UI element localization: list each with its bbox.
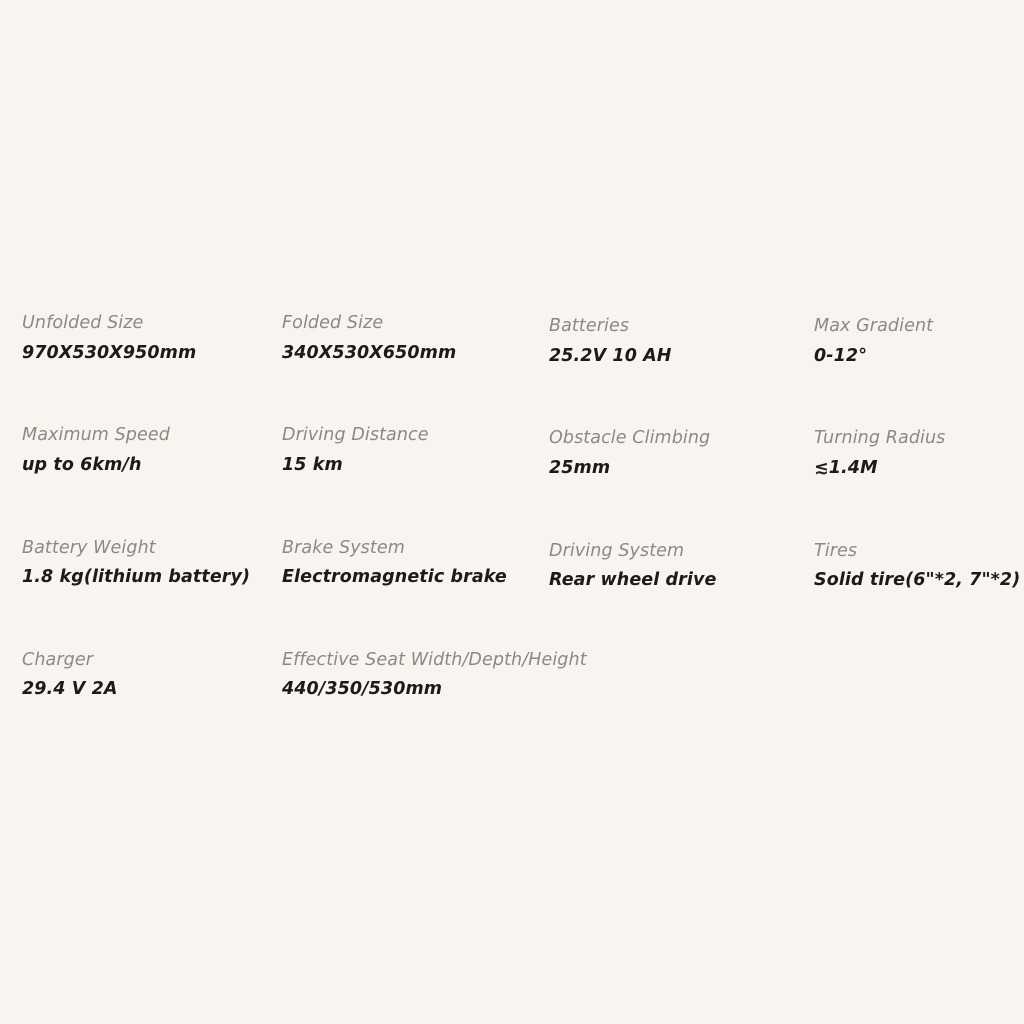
spec-label: Effective Seat Width/Depth/Height bbox=[282, 649, 587, 670]
spec-label: Charger bbox=[22, 649, 93, 670]
spec-item-batteries bbox=[549, 312, 814, 368]
spec-value: Electromagnetic brake bbox=[282, 567, 507, 588]
spec-item-obstacle-climbing bbox=[549, 424, 814, 480]
spec-item-turning-radius bbox=[814, 424, 1012, 480]
spec-label: Obstacle Climbing bbox=[549, 428, 711, 449]
spec-label: Max Gradient bbox=[814, 316, 934, 336]
spec-label: Unfolded Size bbox=[22, 313, 144, 333]
spec-label: Brake System bbox=[282, 537, 405, 558]
spec-value: 340X530X650mm bbox=[282, 342, 457, 363]
spec-item-battery-weight bbox=[22, 537, 282, 593]
spec-value: 25mm bbox=[549, 457, 611, 478]
spec-item-effective-seat-dimensions bbox=[282, 649, 587, 702]
specification-grid bbox=[22, 312, 1021, 702]
spec-item-brake-system bbox=[282, 537, 549, 593]
spec-value: up to 6km/h bbox=[22, 454, 142, 475]
spec-label: Maximum Speed bbox=[22, 425, 170, 446]
spec-value: Rear wheel drive bbox=[549, 570, 717, 591]
spec-value: 970X530X950mm bbox=[22, 342, 197, 363]
spec-label: Driving Distance bbox=[282, 425, 429, 446]
spec-label: Driving System bbox=[549, 540, 685, 561]
spec-value: Solid tire(6"*2, 7"*2) bbox=[814, 570, 1021, 591]
spec-label: Battery Weight bbox=[22, 537, 156, 558]
spec-value: 1.8 kg(lithium battery) bbox=[22, 567, 251, 588]
spec-value: 15 km bbox=[282, 454, 343, 475]
spec-item-maximum-speed bbox=[22, 424, 282, 480]
spec-label: Tires bbox=[814, 540, 858, 561]
spec-label: Batteries bbox=[549, 316, 630, 336]
spec-label: Folded Size bbox=[282, 313, 384, 333]
spec-value: 0-12° bbox=[814, 345, 868, 366]
spec-value: 29.4 V 2A bbox=[22, 679, 118, 700]
spec-label: Turning Radius bbox=[814, 428, 946, 449]
spec-item-driving-distance bbox=[282, 424, 549, 480]
spec-item-unfolded-size bbox=[22, 312, 282, 368]
spec-value: 25.2V 10 AH bbox=[549, 345, 672, 366]
spec-item-tires bbox=[814, 537, 1021, 593]
spec-value: 440/350/530mm bbox=[282, 679, 443, 700]
spec-item-max-gradient bbox=[814, 312, 1012, 368]
spec-item-folded-size bbox=[282, 312, 549, 368]
spec-item-charger bbox=[22, 649, 282, 702]
spec-value: ≲1.4M bbox=[814, 457, 878, 478]
spec-item-driving-system bbox=[549, 537, 814, 593]
